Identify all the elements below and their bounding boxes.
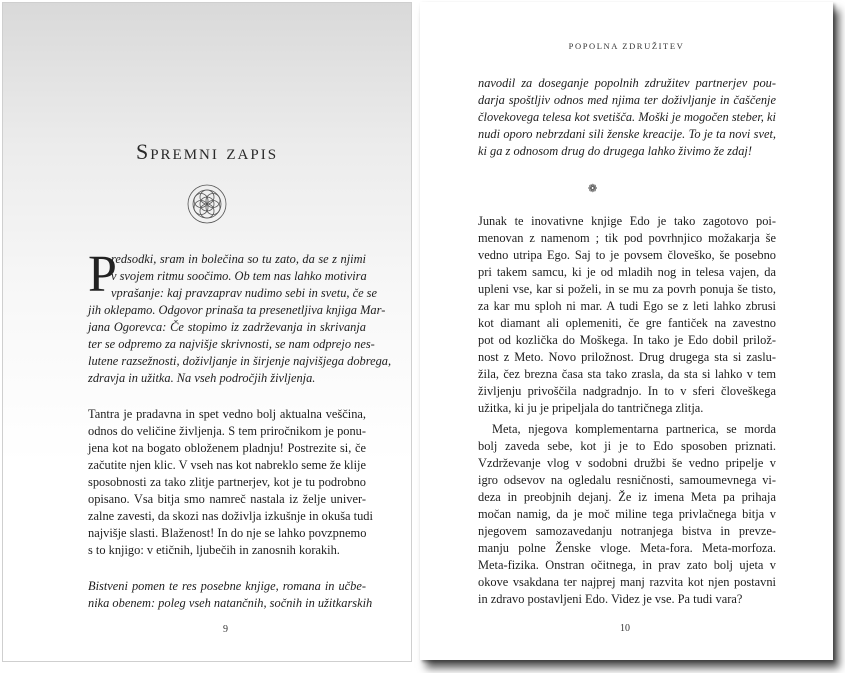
text-line: vprašanje: kaj pravzaprav nudimo sebi in svetu, če se	[111, 286, 377, 300]
text-line: žila, čez brezna časa sta tako zrasla, da sta si lahko v tem	[478, 367, 776, 381]
text-line: nika obenem: poleg vseh natančnih, sočnih in užitkarskih	[88, 596, 373, 610]
text-line: v svojem ritmu soočimo. Ob tem nas lahko motivira	[111, 269, 367, 283]
text-line: najvišje slasti. Blaženost! In do nje se lahko povzpnemo	[88, 526, 367, 540]
text-line: ter se odpremo za najvišje skrivnosti, se nam odprejo nes-	[88, 337, 375, 351]
text-line: manju polne Ženske vloge. Meta-fora. Meta-morfoza.	[478, 541, 776, 555]
right-page	[420, 2, 833, 660]
text-line: upleni vse, kar si poželi, in se mu za povrh ponuja še tisto,	[478, 282, 776, 296]
text-line: bolj zaveda sebe, kot ji je to Edo sposoben priznati.	[478, 439, 776, 453]
text-line: sposobnosti za tako zlitje partnerjev, kot je tu podrobno	[88, 475, 366, 489]
text-line: pri takem samcu, ki je od mladih nog in telesa vajen, da	[478, 265, 776, 279]
text-line: odnos do veličine življenja. S tem priročnikom je ponu-	[88, 424, 366, 438]
text-line: Tantra je pradavna in spet vedno bolj aktualna veščina,	[88, 407, 366, 421]
text-line: okove vsakdana ter najprej manj razvita kot njen postavni	[478, 575, 776, 589]
section-ornament-icon: ❁	[588, 183, 598, 195]
text-line: darja spoštljiv odnos med njima ter doživljanje in čaščenje	[478, 93, 776, 107]
text-line: začutite njen klic. V vseh nas kot nabreklo seme že klije	[88, 458, 366, 472]
text-line: vedno utripa Ego. Saj to je povsem človeško, še posebno	[478, 248, 776, 262]
text-line: deza in preobjnih dejanj. Že iz imena Meta pa prihaja	[478, 490, 776, 504]
text-line: zdravja in užitka. Na vseh področjih življenja.	[88, 371, 316, 385]
text-line: lutene razsežnosti, doživljanje in širjenje najvišjega dobrega,	[88, 354, 392, 368]
chapter-heading: Spremni zapis	[135, 139, 279, 164]
page-number: 9	[223, 624, 228, 635]
text-line: Bistveni pomen te res posebne knjige, romana in učbe-	[88, 579, 366, 593]
text-line: jana Ogorevca: Če stopimo iz zadrževanja in skrivanja	[88, 320, 366, 334]
text-line: Meta, njegova komplementarna partnerica, se morda	[492, 422, 776, 436]
left-page	[2, 2, 412, 662]
text-line: igro odsevov na ogledalu resničnosti, samoumevnega vi-	[478, 473, 776, 487]
text-line: Vzdrževanje vlog v sodobni družbi še vedno pripelje v	[478, 456, 776, 470]
text-line: jena kot na bogato obloženem pladnju! Postrezite si, če	[88, 441, 366, 455]
text-line: za kar mu sploh ni mar. A tudi Ego se z leti lahko zbrusi	[478, 299, 776, 313]
text-line: menovan z namenom ; tik pod povrhnjico možakarja še	[478, 231, 776, 245]
page-number: 10	[620, 623, 630, 634]
text-line: močan namig, da je moč miline tega privlačnega bitja v	[478, 507, 776, 521]
text-line: kot diamant ali oplemeniti, če gre fantiček na zavestno	[478, 316, 776, 330]
text-line: redsodki, sram in bolečina so tu zato, da se z njimi	[111, 252, 366, 266]
text-line: nost z Meto. Novo priložnost. Drug drugega sta si zaslu-	[478, 350, 776, 364]
text-line: ki ga z odnosom drug do drugega lahko živimo že zdaj!	[478, 144, 752, 158]
text-line: užitka, ki ju je pripeljala do tantričnega zlitja.	[478, 401, 704, 415]
text-line: človekovega telesa kot svetišča. Moški je mogočen steber, ki	[478, 110, 776, 124]
text-line: njegovem samozavedanju notranjega bistva in prevze-	[478, 524, 776, 538]
text-line: Junak te inovativne knjige Edo je tako zagotovo poi-	[478, 214, 776, 228]
text-line: jih oklepamo. Odgovor prinaša ta presenetljiva knjiga Mar-	[88, 303, 386, 317]
text-line: in zdravo postavljeni Edo. Videz je vse. Pa tudi vara?	[478, 592, 743, 606]
text-line: pot od kozlička do Moškega. In tako je Edo dobil prilož-	[478, 333, 776, 347]
text-line: opisano. Vsa bitja smo namreč nastala iz želje univer-	[88, 492, 366, 506]
flower-of-life-ornament-icon	[186, 183, 228, 225]
drop-cap: P	[88, 246, 117, 303]
text-line: Meta-fizika. Onstran očitnega, in prav zato bolj ujeta v	[478, 558, 776, 572]
text-line: nudi oporo nebrzdani sili ženske kreacije. To je ta novi svet,	[478, 127, 776, 141]
text-line: s to knjigo: v etičnih, ljubečih in zanosnih korakih.	[88, 543, 340, 557]
text-line: življenju privoščila nadgradnjo. In to v sferi človeškega	[478, 384, 776, 398]
running-head: POPOLNA ZDRUŽITEV	[568, 41, 685, 51]
text-line: navodil za doseganje popolnih združitev partnerjev pou-	[478, 76, 776, 90]
text-line: zalne zavesti, da skozi nas doživlja izkušnje in okuša tudi	[88, 509, 373, 523]
